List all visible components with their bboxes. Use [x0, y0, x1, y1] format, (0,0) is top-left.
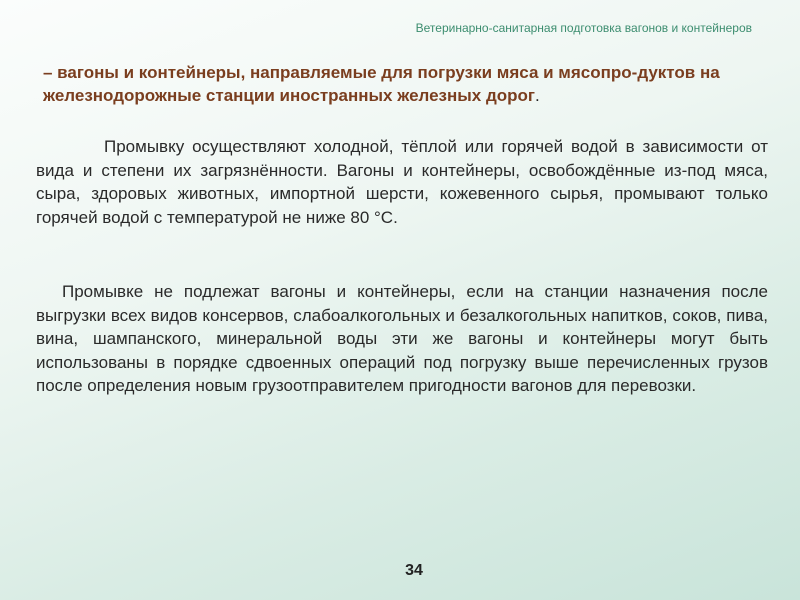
body-paragraph-exemption: Промывке не подлежат вагоны и контейнеры, если на станции назначения после выгрузки всех видов консервов, слабоалкогольных и безалкогольных напитков, соков, пива, вина, шампанского, минеральной воды эти же вагоны и контейнеры могут быть использованы в порядке сдвоенных операций под погрузку выше перечисленных грузов после определения новым грузоотправителем пригодности вагонов для перевозки. — [36, 282, 768, 395]
slide-heading-text: – вагоны и контейнеры, направляемые для погрузки мяса и мясопро-дуктов на железнодорожные станции иностранных железных дорог — [43, 63, 720, 105]
body-paragraph-washing: Промывку осуществляют холодной, тёплой или горячей водой в зависимости от вида и степени их загрязнённости. Вагоны и контейнеры, освобождённые из-под мяса, сыра, здоровых животных, импортной шерсти, кожевенного сырья, промывают только горячей водой с температурой не ниже 80 °С. — [36, 137, 768, 227]
page-number: 34 — [405, 562, 423, 579]
slide-heading — [43, 61, 758, 107]
slide-heading-period: . — [535, 86, 540, 105]
slide-header-title: Ветеринарно-санитарная подготовка вагонов и контейнеров — [415, 21, 752, 35]
